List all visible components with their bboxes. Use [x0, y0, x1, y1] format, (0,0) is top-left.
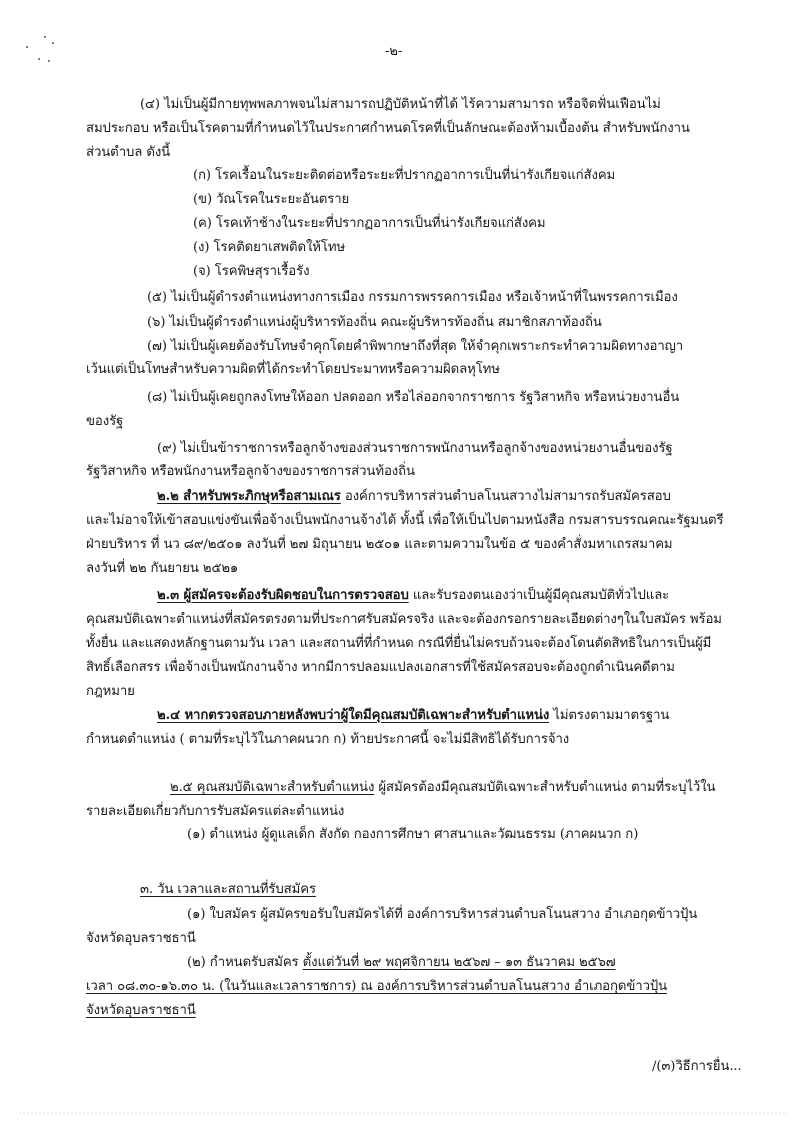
section-2-3-line-3: ทั้งยื่น และแสดงหลักฐานตามวัน เวลา และสถานที่ที่กำหนด กรณีที่ยื่นไม่ครบถ้วนจะต้องโดนตัดสิทธิในการเป็นผู้มี	[86, 636, 712, 651]
section-2-3-line-1-text: และรับรองตนเองว่าเป็นผู้มีคุณสมบัติทั่วไปและ	[408, 588, 670, 603]
application-hours-location: เวลา ๐๘.๓๐-๑๖.๓๐ น. (ในวันและเวลาราชการ) ณ องค์การบริหารส่วนตำบลโนนสวาง อำเภอกุดข้าวปุ้น	[86, 979, 668, 994]
item-9: (๙) ไม่เป็นข้าราชการหรือลูกจ้างของส่วนราชการพนักงานหรือลูกจ้างของหน่วยงานอื่นของรัฐ	[157, 441, 673, 456]
item-8: (๘) ไม่เป็นผู้เคยถูกลงโทษให้ออก ปลดออก หรือไล่ออกจากราชการ รัฐวิสาหกิจ หรือหน่วยงานอื่น	[147, 390, 680, 405]
scan-edge-dots	[18, 1112, 788, 1114]
disease-item-d: (ง) โรคติดยาเสพติดให้โทษ	[193, 240, 346, 255]
section-2-2-line-3: ฝ่ายบริหาร ที่ นว ๘๙/๒๕๐๑ ลงวันที่ ๒๗ มิถุนายน ๒๕๐๑ และตามความในข้อ ๕ ของคำสั่งมหาเถรสมาคม	[86, 537, 673, 552]
section-3-item-2	[187, 954, 616, 972]
section-2-3-line-1	[157, 587, 669, 605]
scan-specks	[22, 28, 62, 68]
item-4: (๔) ไม่เป็นผู้มีกายทุพพลภาพจนไม่สามารถปฏิบัติหน้าที่ได้ ไร้ความสามารถ หรือจิตฟั่นเฟือนไม่	[140, 97, 661, 112]
item-8-continuation: ของรัฐ	[86, 414, 124, 429]
section-2-5-heading: ๒.๕ คุณสมบัติเฉพาะสำหรับตำแหน่ง	[170, 780, 375, 795]
item-6: (๖) ไม่เป็นผู้ดำรงตำแหน่งผู้บริหารท้องถิ่น คณะผู้บริหารท้องถิ่น สมาชิกสภาท้องถิ่น	[147, 315, 602, 330]
section-2-4-line-1	[157, 707, 669, 725]
section-2-5-line-2: รายละเอียดเกี่ยวกับการรับสมัครแต่ละตำแหน่ง	[86, 804, 345, 819]
application-period: ตั้งแต่วันที่ ๒๙ พฤศจิกายน ๒๕๖๗ – ๑๓ ธันวาคม ๒๕๖๗	[302, 955, 616, 970]
item-9-continuation: รัฐวิสาหกิจ หรือพนักงานหรือลูกจ้างของราชการส่วนท้องถิ่น	[86, 464, 415, 479]
section-2-4-line-2: กำหนดตำแหน่ง ( ตามที่ระบุไว้ในภาคผนวก ก) ท้ายประกาศนี้ จะไม่มีสิทธิได้รับการจ้าง	[86, 732, 570, 747]
section-2-3-line-2: คุณสมบัติเฉพาะตำแหน่งที่สมัครตรงตามที่ประกาศรับสมัครจริง และจะต้องกรอกรายละเอียดต่างๆในใบสมัคร พร้อม	[86, 612, 722, 627]
section-2-2-line-1-text: องค์การบริหารส่วนตำบลโนนสวางไม่สามารถรับสมัครสอบ	[340, 489, 671, 504]
item-4-continuation-2: ส่วนตำบล ดังนี้	[86, 145, 171, 160]
item-7: (๗) ไม่เป็นผู้เคยต้องรับโทษจำคุกโดยคำพิพากษาถึงที่สุด ให้จำคุกเพราะกระทำความผิดทางอาญา	[147, 339, 684, 354]
section-2-2-line-1	[157, 488, 671, 506]
section-2-5-line-1	[170, 779, 715, 797]
section-2-4-heading: ๒.๔ หากตรวจสอบภายหลังพบว่าผู้ใดมีคุณสมบัติเฉพาะสำหรับตำแหน่ง	[157, 708, 550, 723]
continuation-note: /(๓)วิธีการยื่น...	[652, 1059, 742, 1074]
section-3-item-2-label: (๒) กำหนดรับสมัคร	[187, 955, 303, 970]
section-2-2-line-2: และไม่อาจให้เข้าสอบแข่งขันเพื่อจ้างเป็นพนักงานจ้างได้ ทั้งนี้ เพื่อให้เป็นไปตามหนังสือ กรมสารบรรณคณะรัฐมนตรี	[86, 513, 724, 528]
page-number: -๒-	[385, 44, 403, 59]
item-5: (๕) ไม่เป็นผู้ดำรงตำแหน่งทางการเมือง กรรมการพรรคการเมือง หรือเจ้าหน้าที่ในพรรคการเมือง	[147, 290, 678, 305]
section-3-item-1-continuation: จังหวัดอุบลราชธานี	[86, 931, 196, 946]
application-province: จังหวัดอุบลราชธานี	[86, 1003, 196, 1018]
section-2-2-line-4: ลงวันที่ ๒๒ กันยายน ๒๕๒๑	[86, 561, 239, 576]
item-4-continuation-1: สมประกอบ หรือเป็นโรคตามที่กำหนดไว้ในประกาศกำหนดโรคที่เป็นลักษณะต้องห้ามเบื้องต้น สำหรับพนักงาน	[86, 121, 690, 136]
section-2-4-line-1-text: ไม่ตรงตามมาตรฐาน	[549, 708, 670, 723]
section-2-3-line-4: สิทธิ์เลือกสรร เพื่อจ้างเป็นพนักงานจ้าง หากมีการปลอมแปลงเอกสารที่ใช้สมัครสอบจะต้องถูกดำเนินคดีตาม	[86, 660, 675, 675]
section-2-2-heading: ๒.๒ สำหรับพระภิกษุหรือสามเณร	[157, 489, 341, 504]
section-2-5-line-1-text: ผู้สมัครต้องมีคุณสมบัติเฉพาะสำหรับตำแหน่ง ตามที่ระบุไว้ใน	[374, 780, 716, 795]
disease-item-c: (ค) โรคเท้าช้างในระยะที่ปรากฏอาการเป็นที่น่ารังเกียจแก่สังคม	[193, 216, 546, 231]
section-2-3-heading: ๒.๓ ผู้สมัครจะต้องรับผิดชอบในการตรวจสอบ	[157, 588, 409, 603]
item-7-continuation: เว้นแต่เป็นโทษสำหรับความผิดที่ได้กระทำโดยประมาทหรือความผิดลหุโทษ	[86, 362, 500, 377]
section-2-3-line-5: กฎหมาย	[86, 684, 135, 699]
disease-item-a: (ก) โรคเรื้อนในระยะติดต่อหรือระยะที่ปรากฏอาการเป็นที่น่ารังเกียจแก่สังคม	[193, 168, 616, 183]
disease-item-b: (ข) วัณโรคในระยะอันตราย	[193, 192, 350, 207]
section-2-5-position-1: (๑) ตำแหน่ง ผู้ดูแลเด็ก สังกัด กองการศึกษา ศาสนาและวัฒนธรรม (ภาคผนวก ก)	[187, 827, 639, 842]
disease-item-e: (จ) โรคพิษสุราเรื้อรัง	[193, 264, 310, 279]
section-3-item-1: (๑) ใบสมัคร ผู้สมัครขอรับใบสมัครได้ที่ องค์การบริหารส่วนตำบลโนนสวาง อำเภอกุดข้าวปุ้น	[187, 907, 698, 922]
section-3-heading: ๓. วัน เวลาและสถานที่รับสมัคร	[140, 882, 316, 897]
